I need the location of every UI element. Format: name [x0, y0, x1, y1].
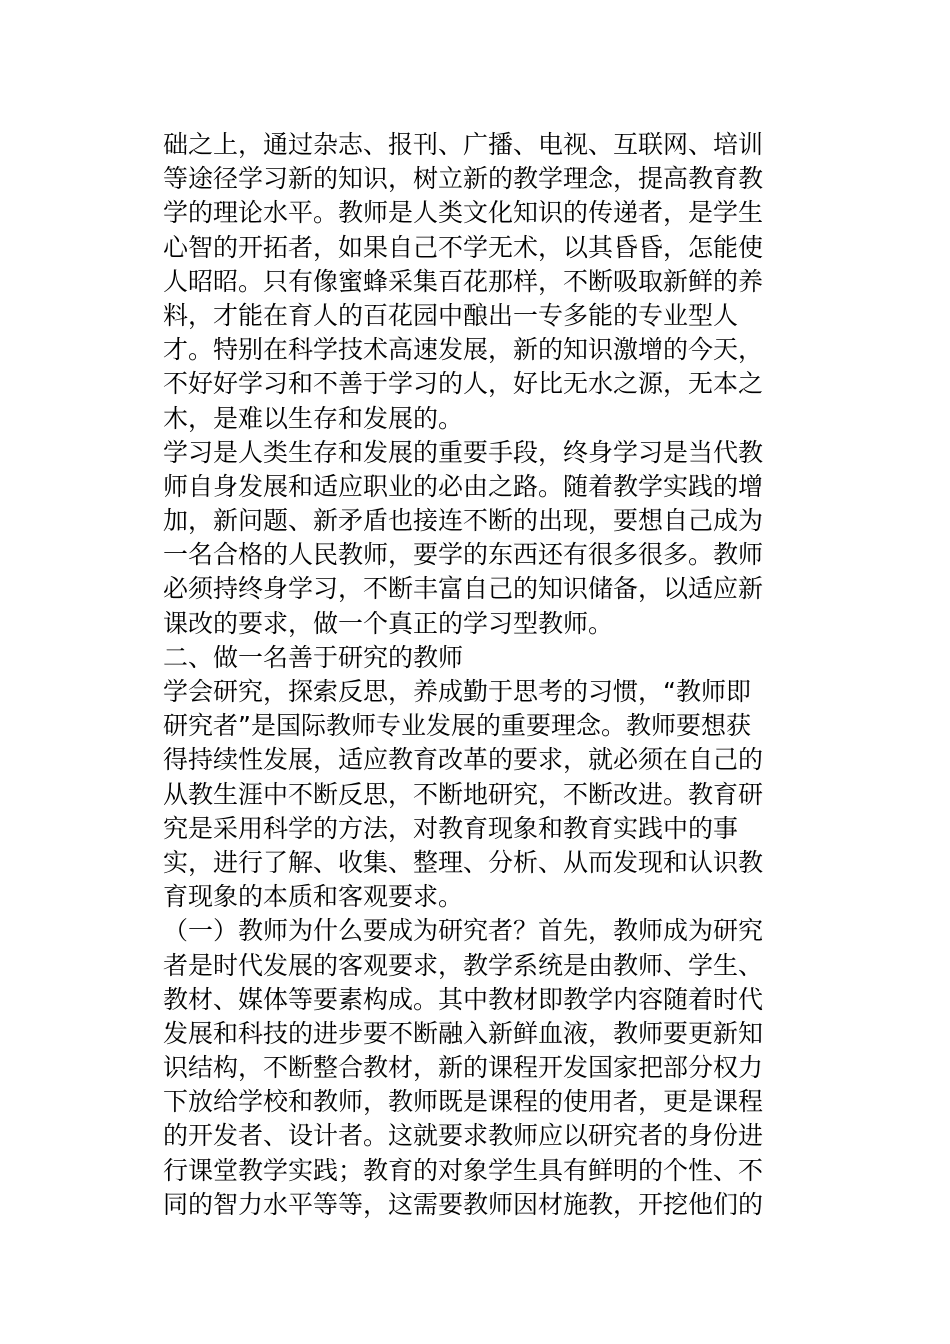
text-line: 心智的开拓者，如果自己不学无术，以其昏昏，怎能使 [163, 232, 764, 262]
text-line: 从教生涯中不断反思，不断地研究，不断改进。教育研 [163, 779, 764, 809]
text-line: 得持续性发展，适应教育改革的要求，就必须在自己的 [163, 745, 764, 775]
text-line: 行课堂教学实践；教育的对象学生具有鲜明的个性、不 [163, 1155, 764, 1185]
text-line: 学会研究，探索反思，养成勤于思考的习惯，“教师即 [163, 677, 751, 706]
text-line: 师自身发展和适应职业的必由之路。随着教学实践的增 [163, 471, 764, 501]
section-heading: 二、做一名善于研究的教师 [163, 642, 464, 672]
text-line: 课改的要求，做一个真正的学习型教师。 [163, 608, 614, 638]
text-line: 才。特别在科学技术高速发展，新的知识激增的今天， [163, 335, 764, 365]
text-line: 的开发者、设计者。这就要求教师应以研究者的身份进 [163, 1121, 764, 1151]
text-line: 育现象的本质和客观要求。 [163, 882, 464, 912]
text-line: 不好好学习和不善于学习的人，好比无水之源，无本之 [163, 369, 764, 399]
text-line: 学习是人类生存和发展的重要手段，终身学习是当代教 [163, 437, 764, 467]
text-line: 一名合格的人民教师，要学的东西还有很多很多。教师 [163, 540, 764, 570]
text-line: 加，新问题、新矛盾也接连不断的出现，要想自己成为 [163, 506, 764, 536]
text-line: 学的理论水平。教师是人类文化知识的传递者，是学生 [163, 198, 764, 228]
text-line: 必须持终身学习，不断丰富自己的知识储备，以适应新 [163, 574, 764, 604]
text-line: 人昭昭。只有像蜜蜂采集百花那样，不断吸取新鲜的养 [163, 266, 764, 296]
text-line: 教材、媒体等要素构成。其中教材即教学内容随着时代 [163, 984, 764, 1014]
text-line: 研究者”是国际教师专业发展的重要理念。教师要想获 [163, 711, 751, 741]
body-text [163, 128, 783, 1222]
text-line: 等途径学习新的知识，树立新的教学理念，提高教育教 [163, 164, 764, 194]
text-line: 下放给学校和教师，教师既是课程的使用者，更是课程 [163, 1087, 764, 1117]
text-line: 者是时代发展的客观要求，教学系统是由教师、学生、 [163, 950, 764, 980]
text-line: 究是采用科学的方法，对教育现象和教育实践中的事 [163, 813, 739, 843]
text-line: 料，才能在育人的百花园中酿出一专多能的专业型人 [163, 300, 739, 330]
text-line: 同的智力水平等等，这需要教师因材施教，开挖他们的 [163, 1189, 764, 1219]
text-line: 础之上，通过杂志、报刊、广播、电视、互联网、培训 [163, 130, 764, 159]
text-line: （一）教师为什么要成为研究者？首先，教师成为研究 [163, 916, 764, 946]
text-line: 发展和科技的进步要不断融入新鲜血液，教师要更新知 [163, 1018, 764, 1048]
text-line: 实，进行了解、收集、整理、分析、从而发现和认识教 [163, 847, 764, 877]
text-line: 木，是难以生存和发展的。 [163, 403, 464, 433]
text-line: 识结构，不断整合教材，新的课程开发国家把部分权力 [163, 1053, 764, 1083]
